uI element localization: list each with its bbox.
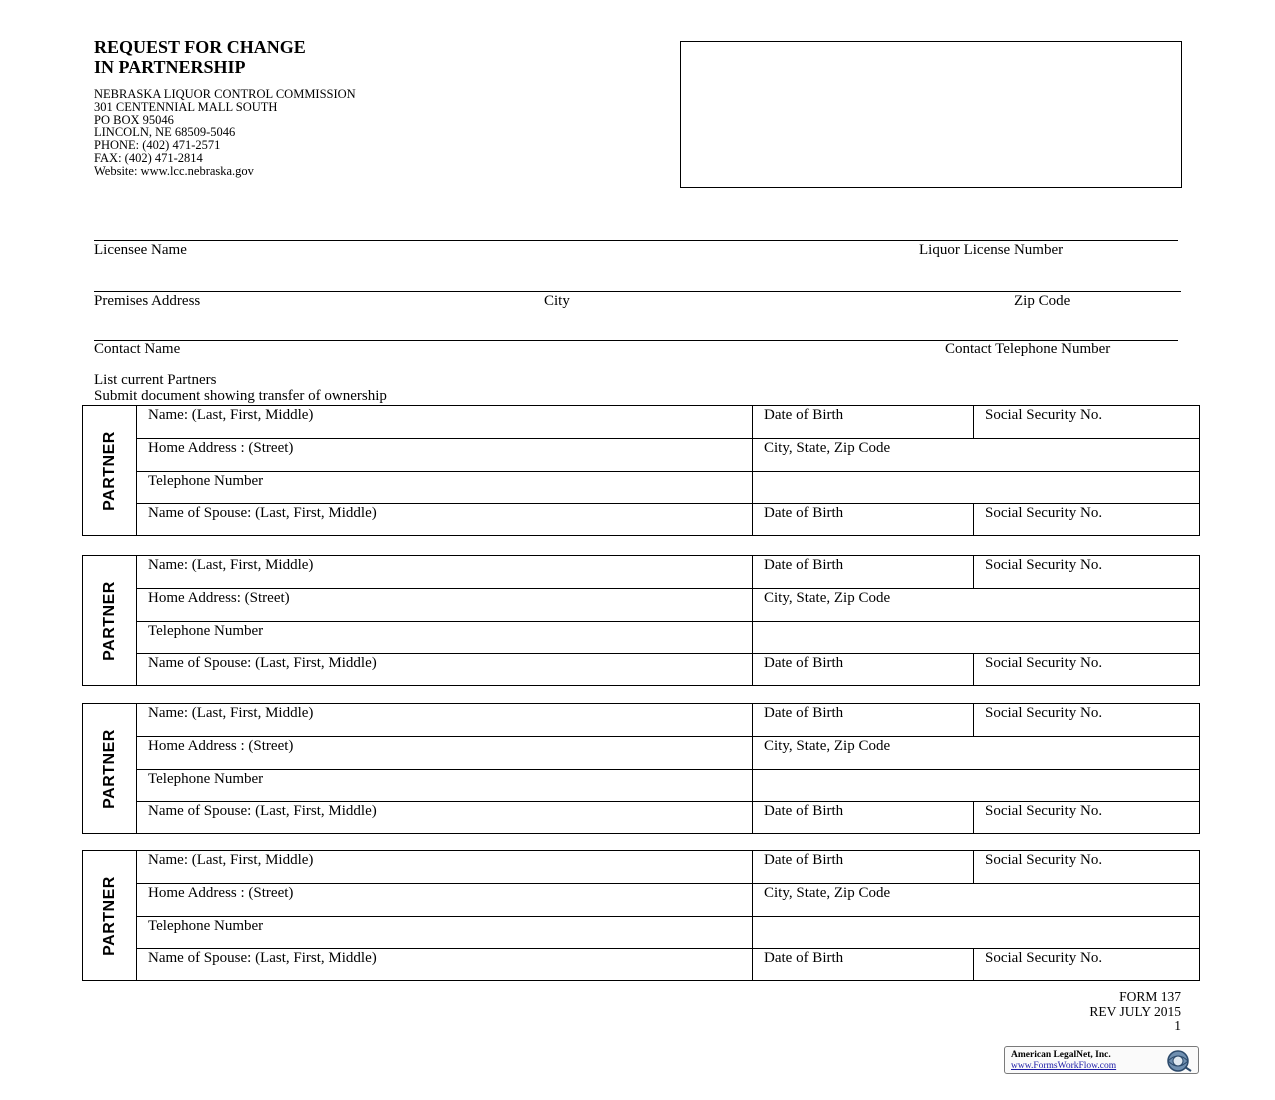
partner-side-label: PARTNER: [83, 556, 137, 685]
partner-telephone-cell[interactable]: Telephone Number: [148, 473, 264, 489]
partner-ssn-cell[interactable]: Social Security No.: [973, 704, 1199, 737]
partner-name-row: [137, 556, 1199, 589]
partner-telephone-blank-cell[interactable]: [752, 770, 1199, 802]
agency-website: Website: www.lcc.nebraska.gov: [94, 163, 254, 178]
partner-telephone-row: [137, 471, 1199, 504]
partner-spouse-dob-cell[interactable]: Date of Birth: [752, 802, 973, 834]
partner-dob-cell[interactable]: Date of Birth: [752, 406, 973, 439]
partner-telephone-cell[interactable]: Telephone Number: [148, 623, 264, 639]
licensee-line[interactable]: [94, 240, 1178, 241]
partner-dob-cell[interactable]: Date of Birth: [752, 704, 973, 737]
partner-telephone-blank-cell[interactable]: [752, 472, 1199, 504]
partner-name-row: [137, 406, 1199, 439]
partners-instructions: [94, 372, 387, 404]
partner-spouse-name-cell[interactable]: Name of Spouse: (Last, First, Middle): [148, 505, 377, 521]
partner-address-row: [137, 883, 1199, 916]
agency-street: 301 CENTENNIAL MALL SOUTH: [94, 99, 278, 114]
partner-dob-cell[interactable]: Date of Birth: [752, 851, 973, 884]
contact-name-label: Contact Name: [94, 341, 181, 357]
partner-home-address-cell[interactable]: Home Address : (Street): [148, 738, 294, 754]
globe-icon: [1161, 1049, 1195, 1073]
partner-ssn-cell[interactable]: Social Security No.: [973, 556, 1199, 589]
partner-spouse-row: [137, 503, 1199, 536]
partner-name-row: [137, 851, 1199, 884]
partner-block: [82, 555, 1200, 686]
partner-spouse-name-cell[interactable]: Name of Spouse: (Last, First, Middle): [148, 655, 377, 671]
partner-name-cell[interactable]: Name: (Last, First, Middle): [148, 705, 314, 721]
american-legalnet-logo[interactable]: [1004, 1046, 1199, 1074]
partner-telephone-row: [137, 769, 1199, 802]
form-title-line-1: REQUEST FOR CHANGE: [94, 37, 306, 57]
form-footer: [1089, 990, 1181, 1034]
partner-ssn-cell[interactable]: Social Security No.: [973, 406, 1199, 439]
liquor-license-number-label: Liquor License Number: [919, 242, 1064, 258]
logo-company-name: American LegalNet, Inc.: [1011, 1050, 1111, 1060]
partner-dob-cell[interactable]: Date of Birth: [752, 556, 973, 589]
partner-side-label: PARTNER: [83, 704, 137, 833]
partner-address-row: [137, 438, 1199, 471]
form-title-line-2: IN PARTNERSHIP: [94, 57, 246, 77]
partner-name-cell[interactable]: Name: (Last, First, Middle): [148, 852, 314, 868]
partner-city-state-zip-cell[interactable]: City, State, Zip Code: [752, 884, 1199, 916]
partner-home-address-cell[interactable]: Home Address: (Street): [148, 590, 290, 606]
agency-po-box: PO BOX 95046: [94, 112, 174, 127]
submit-document-text: Submit document showing transfer of ownership: [94, 388, 387, 404]
agency-city-state: LINCOLN, NE 68509-5046: [94, 125, 236, 140]
zip-code-label: Zip Code: [1014, 293, 1071, 309]
logo-url-link[interactable]: www.FormsWorkFlow.com: [1011, 1061, 1117, 1071]
premises-address-label: Premises Address: [94, 293, 201, 309]
form-title: [94, 37, 306, 77]
partner-home-address-cell[interactable]: Home Address : (Street): [148, 440, 294, 456]
partner-city-state-zip-cell[interactable]: City, State, Zip Code: [752, 589, 1199, 621]
partner-spouse-row: [137, 801, 1199, 834]
form-number: FORM 137: [1119, 989, 1181, 1004]
form-revision: REV JULY 2015: [1089, 1003, 1181, 1019]
partner-block: [82, 405, 1200, 536]
partner-telephone-blank-cell[interactable]: [752, 622, 1199, 654]
page-number: 1: [1174, 1018, 1181, 1033]
partner-spouse-dob-cell[interactable]: Date of Birth: [752, 654, 973, 686]
partner-spouse-dob-cell[interactable]: Date of Birth: [752, 949, 973, 981]
licensee-name-label: Licensee Name: [94, 242, 187, 258]
partner-telephone-row: [137, 916, 1199, 949]
agency-phone: PHONE: (402) 471-2571: [94, 138, 221, 153]
partner-spouse-name-cell[interactable]: Name of Spouse: (Last, First, Middle): [148, 950, 377, 966]
partner-spouse-ssn-cell[interactable]: Social Security No.: [973, 654, 1199, 686]
partner-spouse-ssn-cell[interactable]: Social Security No.: [973, 504, 1199, 536]
premises-line[interactable]: [94, 291, 1181, 292]
list-partners-text: List current Partners: [94, 372, 217, 388]
agency-name: NEBRASKA LIQUOR CONTROL COMMISSION: [94, 87, 356, 101]
agency-fax: FAX: (402) 471-2814: [94, 150, 203, 165]
partner-home-address-cell[interactable]: Home Address : (Street): [148, 885, 294, 901]
partner-spouse-row: [137, 948, 1199, 981]
partner-spouse-ssn-cell[interactable]: Social Security No.: [973, 949, 1199, 981]
partner-side-label: PARTNER: [83, 851, 137, 980]
contact-telephone-label: Contact Telephone Number: [945, 341, 1111, 357]
partner-telephone-cell[interactable]: Telephone Number: [148, 918, 264, 934]
city-label: City: [544, 293, 570, 309]
partner-name-cell[interactable]: Name: (Last, First, Middle): [148, 407, 314, 423]
partner-spouse-row: [137, 653, 1199, 686]
partner-block: [82, 703, 1200, 834]
partner-address-row: [137, 736, 1199, 769]
partner-telephone-cell[interactable]: Telephone Number: [148, 771, 264, 787]
partner-name-row: [137, 704, 1199, 737]
partner-city-state-zip-cell[interactable]: City, State, Zip Code: [752, 439, 1199, 471]
partner-spouse-dob-cell[interactable]: Date of Birth: [752, 504, 973, 536]
partner-spouse-ssn-cell[interactable]: Social Security No.: [973, 802, 1199, 834]
office-use-box[interactable]: [680, 41, 1182, 188]
partner-side-label: PARTNER: [83, 406, 137, 535]
partner-telephone-blank-cell[interactable]: [752, 917, 1199, 949]
partner-spouse-name-cell[interactable]: Name of Spouse: (Last, First, Middle): [148, 803, 377, 819]
partner-address-row: [137, 588, 1199, 621]
partner-city-state-zip-cell[interactable]: City, State, Zip Code: [752, 737, 1199, 769]
partner-block: [82, 850, 1200, 981]
partner-name-cell[interactable]: Name: (Last, First, Middle): [148, 557, 314, 573]
partner-ssn-cell[interactable]: Social Security No.: [973, 851, 1199, 884]
partner-telephone-row: [137, 621, 1199, 654]
agency-address: [94, 88, 356, 178]
